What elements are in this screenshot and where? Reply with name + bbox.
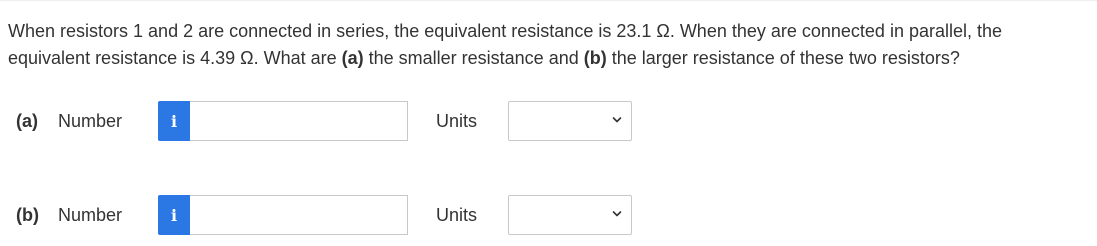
info-icon[interactable]: i — [158, 195, 190, 235]
answer-row-a — [16, 101, 632, 141]
question-text — [8, 18, 1088, 72]
part-b-label: (b) — [16, 204, 39, 225]
question-sentence: When resistors 1 and 2 are connected in series, the equivalent resistance is 23.1 Ω. When they are connected in parallel, the equivalent resistance is 4.39 Ω. What are — [8, 21, 1003, 68]
chevron-down-icon — [612, 115, 622, 125]
units-label: Units — [436, 204, 478, 225]
number-input-a[interactable] — [190, 101, 408, 141]
number-input-b[interactable] — [190, 195, 408, 235]
number-label: Number — [58, 204, 123, 225]
info-icon[interactable]: i — [158, 101, 190, 141]
question-end: the larger resistance of these two resistors? — [606, 48, 960, 68]
units-select-b[interactable] — [508, 195, 632, 235]
number-label: Number — [58, 110, 123, 131]
part-a-label: (a) — [16, 110, 38, 131]
question-middle: the smaller resistance and — [363, 48, 584, 68]
question-part-b-ref: (b) — [583, 48, 607, 68]
units-label: Units — [436, 110, 478, 131]
chevron-down-icon — [612, 209, 622, 219]
question-part-a-ref: (a) — [341, 48, 364, 68]
units-select-a[interactable] — [508, 101, 632, 141]
answer-row-b — [16, 195, 632, 235]
top-divider — [0, 0, 1097, 1]
